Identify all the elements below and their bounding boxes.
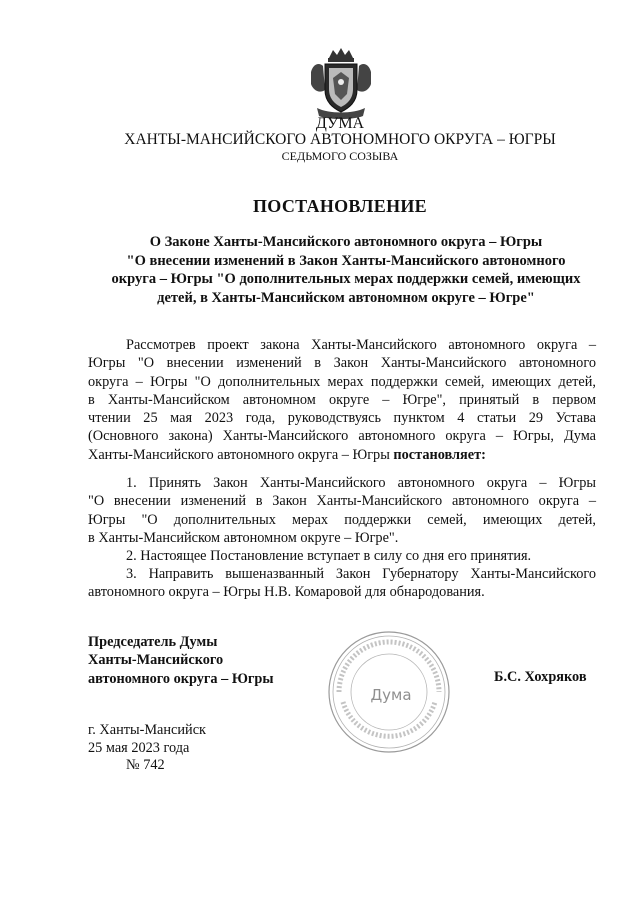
stamp-label: Дума <box>370 686 412 704</box>
document-type: ПОСТАНОВЛЕНИЕ <box>253 196 427 216</box>
convocation-title: СЕДЬМОГО СОЗЫВА <box>281 149 399 163</box>
intro-line: Рассмотрев проект закона Ханты-Мансийского автономного округа – <box>126 337 596 353</box>
item1-line: "О внесении изменений в Закон Ханты-Мансийского автономного округа – <box>88 493 596 510</box>
intro-line: чтении 25 мая 2023 года, руководствуясь пунктом 4 статьи 29 Устава <box>88 410 596 427</box>
position-line: автономного округа – Югры <box>88 670 274 687</box>
intro-line: Югры "О внесении изменений в Закон Ханты-Мансийского автономного <box>88 355 596 372</box>
city: г. Ханты-Мансийск <box>88 722 206 738</box>
item3-line: автономного округа – Югры Н.В. Комаровой для обнародования. <box>88 584 485 601</box>
resolves-keyword: постановляет: <box>393 446 486 463</box>
document-subject <box>96 233 596 307</box>
item1-line: 1. Принять Закон Ханты-Мансийского автономного округа – Югры <box>126 475 596 491</box>
intro-paragraph <box>88 336 596 464</box>
item-1 <box>88 474 596 547</box>
item1-line: в Ханты-Мансийском автономном округе – Югре". <box>88 529 399 546</box>
signatory-position <box>88 633 274 688</box>
item-3 <box>88 565 596 602</box>
duma-title: ДУМА <box>315 115 365 132</box>
intro-line: (Основного закона) Ханты-Мансийского автономного округа – Югры, Дума <box>88 428 596 445</box>
coat-of-arms-icon <box>303 44 379 120</box>
item2-line: 2. Настоящее Постановление вступает в силу со дня его принятия. <box>126 548 532 564</box>
intro-line: Ханты-Мансийского автономного округа – Югры <box>88 446 390 463</box>
item3-line: 3. Направить вышеназванный Закон Губернатору Ханты-Мансийского <box>126 566 596 582</box>
item-2 <box>88 547 596 565</box>
subject-line: округа – Югры "О дополнительных мерах поддержки семей, имеющих <box>111 271 581 287</box>
item1-line: Югры "О дополнительных мерах поддержки семей, имеющих детей, <box>88 511 596 528</box>
position-line: Ханты-Мансийского <box>88 652 224 669</box>
region-title: ХАНТЫ-МАНСИЙСКОГО АВТОНОМНОГО ОКРУГА – ЮГРЫ <box>124 131 556 148</box>
intro-line: в Ханты-Мансийском автономном округе – Югре", принятый в первом <box>88 391 596 408</box>
subject-line: О Законе Ханты-Мансийского автономного округа – Югры <box>149 234 543 250</box>
signatory-name: Б.С. Хохряков <box>494 669 587 685</box>
place-and-date <box>88 722 206 775</box>
document-number: № 742 <box>126 757 165 773</box>
position-line: Председатель Думы <box>88 634 218 650</box>
subject-line: "О внесении изменений в Закон Ханты-Мансийского автономного <box>126 252 566 269</box>
official-seal-stamp-icon <box>325 628 453 756</box>
intro-last-line <box>88 446 596 464</box>
document-date: 25 мая 2023 года <box>88 739 190 756</box>
intro-line: округа – Югры "О дополнительных мерах поддержки семей, имеющих детей, <box>88 373 596 390</box>
subject-line: детей, в Ханты-Мансийском автономном округе – Югре" <box>157 289 535 306</box>
